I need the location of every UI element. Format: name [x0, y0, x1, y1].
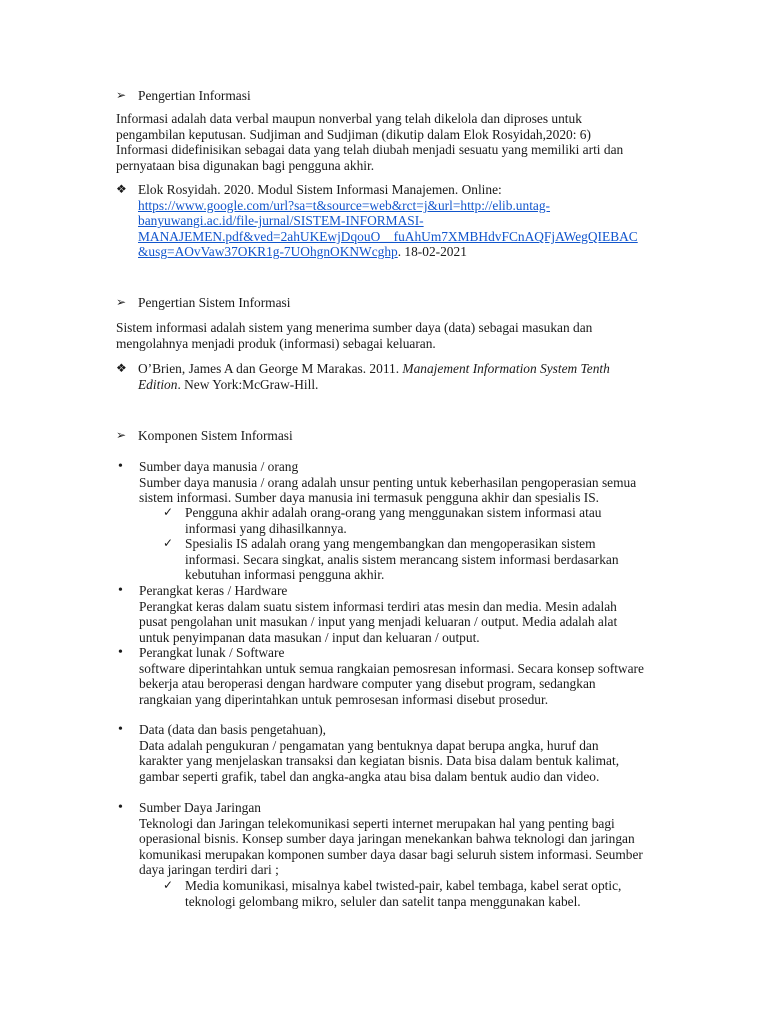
checkmark-icon: ✓ — [163, 878, 174, 892]
sub-list-item: Spesialis IS adalah orang yang mengembangkan dan mengoperasikan sistem informasi. Secara singkat, analis sistem merancang sistem informasi berdasarkan kebutuhan informasi pengguna akhir. — [185, 536, 619, 583]
arrow-bullet-icon: ➢ — [116, 295, 127, 309]
bullet-icon: • — [118, 645, 123, 660]
arrow-bullet-icon: ➢ — [116, 428, 127, 442]
bullet-icon: • — [118, 459, 123, 474]
list-item-title: Perangkat keras / Hardware — [139, 583, 288, 598]
list-item: Perangkat keras / Hardware Perangkat keras dalam suatu sistem informasi terdiri atas mesin dan media. Mesin adalah pusat pengolahan unit masukan / input yang menjadi keluaran / output. Media adalah alat untuk penyimpanan data masukan / input dan keluaran / output. — [139, 583, 618, 645]
paragraph: Informasi adalah data verbal maupun nonverbal yang telah dikelola dan diproses untuk pengambilan keputusan. Sudjiman and Sudjiman (dikutip dalam Elok Rosyidah,2020: 6) Informasi didefinisikan sebagai data yang telah diubah menjadi sesuatu yang memiliki arti dan pernyataan bisa digunakan bagi pengguna akhir. — [116, 111, 624, 173]
paragraph: Sistem informasi adalah sistem yang menerima sumber daya (data) sebagai masukan dan mengolahnya menjadi produk (informasi) sebagai keluaran. — [116, 320, 593, 351]
section-heading: Pengertian Informasi — [138, 88, 251, 103]
reference-citation: Elok Rosyidah. 2020. Modul Sistem Informasi Manajemen. Online: https://www.google.com/url?sa=t&source=web&rct=j&url=http://elib.untag- banyuwangi.ac.id/file-jurnal/SISTEM-INFORMASI- MANAJEMEN.pdf&ved=2ahUKEwjDqouO__fuAhUm7XMBHdvFCnAQFjAWegQIEBAC &usg=AOvVaw37OKR1g-7UOhgnOKNWcghp. 18-02-2021 — [138, 182, 638, 260]
sub-list-item: Pengguna akhir adalah orang-orang yang menggunakan sistem informasi atau informasi yang dihasilkannya. — [185, 505, 602, 536]
reference-link[interactable]: &usg=AOvVaw37OKR1g-7UOhgnOKNWcghp — [138, 244, 398, 260]
list-item: Sumber daya manusia / orang Sumber daya manusia / orang adalah unsur penting untuk keberhasilan pengoperasian semua sistem informasi. Sumber daya manusia ini termasuk pengguna akhir dan spesialis IS. — [139, 459, 637, 506]
section-heading: Pengertian Sistem Informasi — [138, 295, 291, 310]
list-item-title: Sumber daya manusia / orang — [139, 459, 299, 474]
list-item-title: Perangkat lunak / Software — [139, 645, 285, 660]
sub-list-item: Media komunikasi, misalnya kabel twisted-pair, kabel tembaga, kabel serat optic, teknologi gelombang mikro, seluler dan satelit tanpa menggunakan kabel. — [185, 878, 622, 909]
bullet-icon: • — [118, 722, 123, 737]
section-heading: Komponen Sistem Informasi — [138, 428, 293, 443]
diamond-bullet-icon: ❖ — [116, 361, 127, 375]
list-item: Sumber Daya Jaringan Teknologi dan Jaringan telekomunikasi seperti internet merupakan hal yang penting bagi operasional bisnis. Konsep sumber daya jaringan menekankan bahwa teknologi dan jaringan komunikasi merupakan komponen sumber daya dasar bagi seluruh sistem informasi. Seumber daya jaringan terdiri dari ; — [139, 800, 643, 878]
reference-link[interactable]: https://www.google.com/url?sa=t&source=web&rct=j&url=http://elib.untag- — [138, 197, 551, 213]
checkmark-icon: ✓ — [163, 505, 174, 519]
diamond-bullet-icon: ❖ — [116, 182, 127, 196]
arrow-bullet-icon: ➢ — [116, 88, 127, 102]
reference-link[interactable]: MANAJEMEN.pdf&ved=2ahUKEwjDqouO__fuAhUm7XMBHdvFCnAQFjAWegQIEBAC — [138, 228, 638, 244]
list-item: Perangkat lunak / Software software diperintahkan untuk semua rangkaian pemosresan informasi. Secara konsep software bekerja atau beroperasi dengan hardware computer yang disebut program, sedangkan rangkaian yang diperintahkan untuk pemrosesan informasi disebut prosedur. — [139, 645, 644, 707]
reference-citation: O’Brien, James A dan George M Marakas. 2011. Manajement Information System Tenth Edition. New York:McGraw-Hill. — [138, 361, 610, 392]
checkmark-icon: ✓ — [163, 536, 174, 550]
reference-date: . 18-02-2021 — [397, 244, 467, 260]
reference-link[interactable]: banyuwangi.ac.id/file-jurnal/SISTEM-INFORMASI- — [138, 213, 424, 229]
list-item: Data (data dan basis pengetahuan), Data adalah pengukuran / pengamatan yang bentuknya dapat berupa angka, huruf dan karakter yang menjelaskan transaksi dan kegiatan bisnis. Data bisa dalam bentuk kalimat, gambar seperti grafik, tabel dan angka-angka atau bisa dalam bentuk audio dan video. — [139, 722, 620, 784]
list-item-title: Data (data dan basis pengetahuan), — [139, 722, 327, 737]
bullet-icon: • — [118, 800, 123, 815]
bullet-icon: • — [118, 583, 123, 598]
list-item-title: Sumber Daya Jaringan — [139, 800, 261, 815]
